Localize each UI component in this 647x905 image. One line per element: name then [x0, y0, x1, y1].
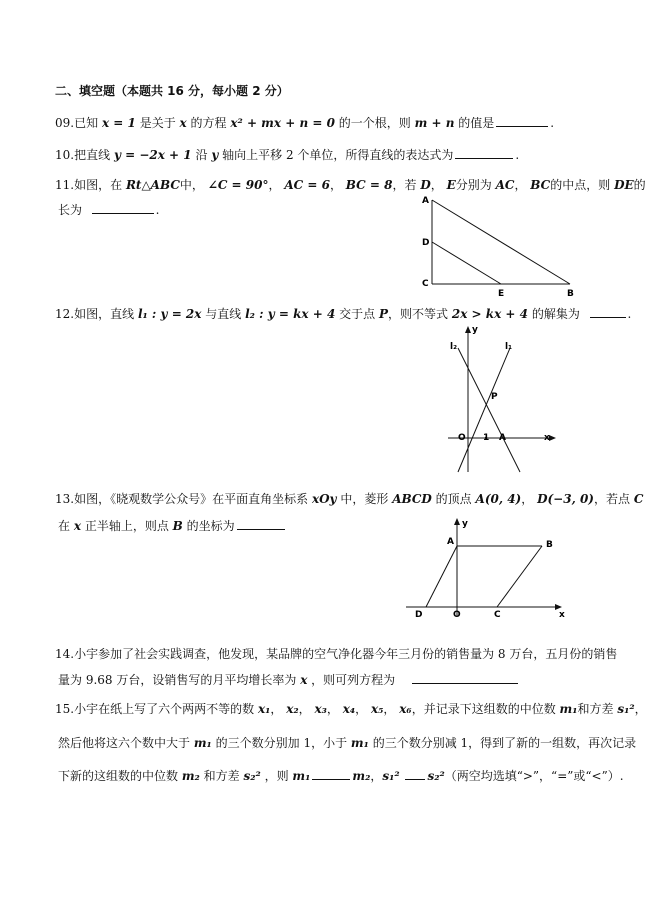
axis-label: x: [544, 433, 550, 443]
question-12: 12.如图，直线 l₁ : y = 2x 与直线 l₂ : y = kx + 4 交于点 P，则不等式 2x > kx + 4 的解集为 .: [55, 307, 632, 321]
question-11-continuation: 长为 .: [58, 203, 160, 217]
point-label: A: [499, 433, 506, 443]
coordinate-graph: [440, 322, 560, 480]
question-number: 13.: [55, 492, 75, 506]
answer-blank[interactable]: [590, 306, 626, 318]
question-number: 14.: [55, 647, 75, 661]
math-expression: x = 1: [101, 116, 136, 130]
vertex-label: B: [567, 289, 574, 299]
question-13-continuation: 在 x 正半轴上，则点 B 的坐标为: [58, 518, 287, 534]
question-14-continuation: 量为 9.68 万台，设销售写的月平均增长率为 x ，则可列方程为: [58, 672, 520, 688]
equation: l₁ : y = 2x: [137, 307, 202, 321]
vertex-label: E: [498, 289, 505, 299]
vertex-label: B: [546, 540, 553, 550]
vertex-label: C: [422, 279, 429, 289]
answer-blank[interactable]: [312, 768, 350, 780]
question-number: 15.: [55, 702, 75, 716]
point-label: P: [491, 392, 498, 402]
section-title: 二、填空题（本题共 16 分，每小题 2 分）: [55, 84, 289, 98]
equation: l₂ : y = kx + 4: [245, 307, 336, 321]
question-11: 11.如图，在 Rt△ABC中， ∠C = 90°， AC = 6， BC = 8，若 D， E分别为 AC， BC的中点，则 DE的: [55, 178, 646, 192]
vertex-label: A: [422, 196, 429, 206]
vertex-label: D: [415, 610, 423, 620]
question-number: 12.: [55, 307, 75, 321]
question-number: 10.: [55, 148, 75, 162]
tick-label: 1: [483, 433, 490, 443]
vertex-label: C: [494, 610, 501, 620]
inequality: 2x > kx + 4: [451, 307, 529, 321]
vertex-label: A: [447, 537, 454, 547]
answer-blank[interactable]: [405, 768, 425, 780]
answer-blank[interactable]: [455, 147, 513, 159]
answer-blank[interactable]: [92, 202, 154, 214]
origin-label: O: [453, 610, 461, 620]
triangle-figure: [420, 192, 590, 300]
question-number: 09.: [55, 116, 75, 130]
question-number: 11.: [55, 178, 75, 192]
line-label: l₂: [450, 342, 458, 352]
origin-label: O: [458, 433, 466, 443]
axis-label: y: [462, 519, 468, 529]
question-14: 14.小宇参加了社会实践调查，他发现，某品牌的空气净化器今年三月份的销售量为 8 万台，五月份的销售: [55, 647, 618, 661]
axis-label: x: [559, 610, 565, 620]
line-label: l₁: [505, 342, 513, 352]
question-13: 13.如图，《晓观数学公众号》在平面直角坐标系 xOy 中，菱形 ABCD 的顶点 A(0, 4)， D(−3, 0)，若点 C: [55, 492, 644, 506]
axis-label: y: [472, 325, 478, 335]
equation: x² + mx + n = 0: [230, 116, 335, 130]
answer-blank[interactable]: [496, 115, 548, 127]
question-9: 09.已知 x = 1 是关于 x 的方程 x² + mx + n = 0 的一个根，则 m + n 的值是 .: [55, 116, 555, 130]
answer-blank[interactable]: [237, 518, 285, 530]
question-10: 10.把直线 y = −2x + 1 沿 y 轴向上平移 2 个单位，所得直线的表达式为 .: [55, 148, 520, 162]
question-15: 15.小宇在纸上写了六个两两不等的数 x₁， x₂， x₃， x₄， x₅， x₆，并记录下这组数的中位数 m₁和方差 s₁²，: [55, 702, 647, 716]
answer-blank[interactable]: [412, 672, 518, 684]
equation: y = −2x + 1: [113, 148, 192, 162]
question-15-continuation-2: 下新的这组数的中位数 m₂ 和方差 s₂² ，则 m₁ m₂，s₁² s₂²（两空均选填“>”，“=”或“<”）.: [58, 769, 624, 783]
rhombus-graph: [400, 516, 568, 620]
vertex-label: D: [422, 238, 430, 248]
question-15-continuation: 然后他将这六个数中大于 m₁ 的三个数分别加 1，小于 m₁ 的三个数分别减 1，得到了新的一组数，再次记录: [58, 736, 637, 750]
